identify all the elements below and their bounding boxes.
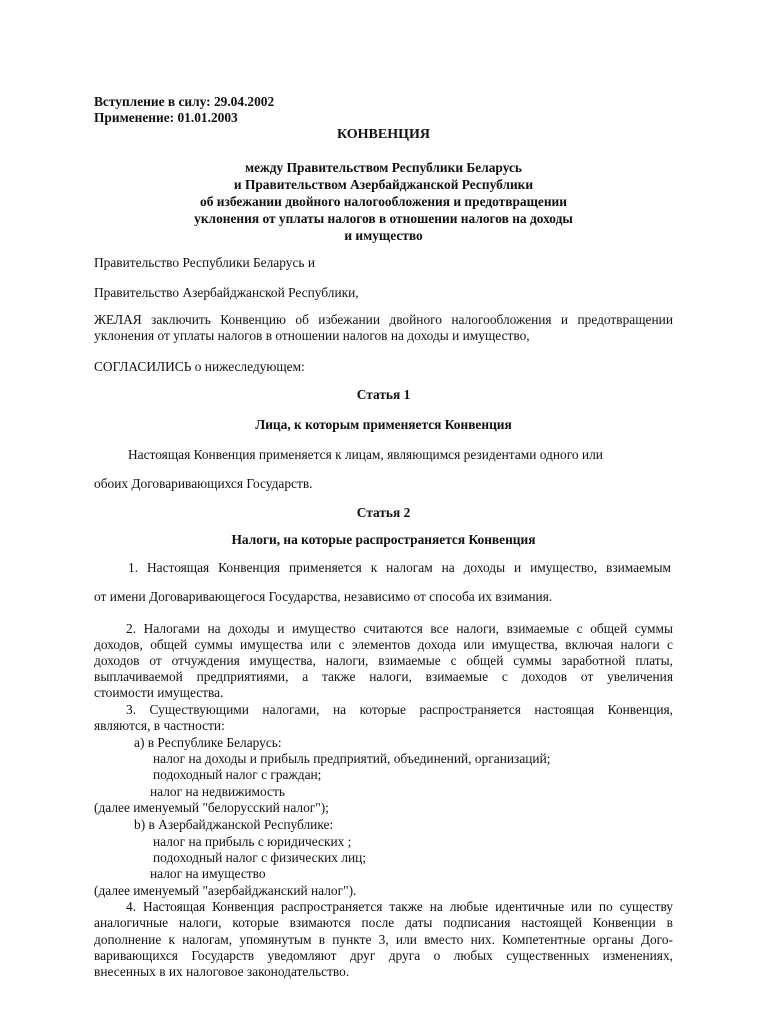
article-2-p4-line-4: варивающихся Государств уведомляют друг друга о любых существенных изменениях,: [94, 948, 673, 963]
preamble-agreed: СОГЛАСИЛИСЬ о нижеследующем:: [94, 359, 305, 374]
article-2-p1-line-2: от имени Договаривающегося Государства, независимо от способа их взимания.: [94, 589, 553, 604]
title-line-4: уклонения от уплаты налогов в отношении налогов на доходы: [194, 211, 573, 226]
article-2-p2-line-4: выплачиваемой предприятиями, а также налоги, взимаемые с доходов от увеличения: [94, 669, 673, 684]
article-1-text-line-2: обоих Договаривающихся Государств.: [94, 476, 313, 491]
article-2-p3-line-1: 3. Существующими налогами, на которые распространяется настоящая Конвенция,: [126, 702, 673, 717]
article-2-p1-line-1: 1. Настоящая Конвенция применяется к налогам на доходы и имущество, взимаемым: [128, 560, 671, 575]
article-2-p4-line-5: внесенных в их налоговое законодательство.: [94, 964, 350, 979]
title-line-5: и имущество: [344, 228, 423, 243]
azerbaijan-tax-note: (далее именуемый "азербайджанский налог").: [94, 883, 357, 898]
belarus-tax-item: налог на доходы и прибыль предприятий, объединений, организаций;: [153, 751, 551, 766]
article-1-text-line-1: Настоящая Конвенция применяется к лицам, являющимся резидентами одного или: [128, 447, 603, 462]
preamble-desire-line-1: ЖЕЛАЯ заключить Конвенцию об избежании двойного налогообложения и предотвращении: [94, 312, 673, 327]
azerbaijan-tax-item: подоходный налог с физических лиц;: [153, 850, 367, 865]
belarus-tax-note: (далее именуемый "белорусский налог");: [94, 800, 329, 815]
article-2-heading: Статья 2: [356, 505, 411, 520]
effective-date: Вступление в силу: 29.04.2002: [94, 94, 275, 109]
title-line-2: и Правительством Азербайджанской Республики: [233, 177, 534, 192]
preamble-party-2: Правительство Азербайджанской Республики,: [94, 285, 359, 300]
title-line-3: об избежании двойного налогообложения и предотвращении: [200, 194, 567, 209]
belarus-taxes-label: а) в Республике Беларусь:: [134, 735, 282, 750]
article-1-subheading: Лица, к которым применяется Конвенция: [255, 417, 512, 432]
document-title: КОНВЕНЦИЯ: [336, 127, 431, 142]
azerbaijan-tax-item: налог на имущество: [150, 866, 266, 881]
article-2-p3-line-2: являются, в частности:: [94, 718, 225, 733]
azerbaijan-taxes-label: b) в Азербайджанской Республике:: [134, 817, 334, 832]
article-2-p2-line-2: доходов, общей суммы имущества или с элементов дохода или имущества, включая налоги с: [94, 637, 673, 652]
title-line-1: между Правительством Республики Беларусь: [244, 160, 523, 175]
article-2-p4-line-3: дополнение к налогам, упомянутым в пункте 3, или вместо них. Компетентные органы Дого-: [94, 932, 673, 947]
preamble-desire-line-2: уклонения от уплаты налогов в отношении налогов на доходы и имущество,: [94, 328, 530, 343]
article-2-subheading: Налоги, на которые распространяется Конвенция: [231, 532, 536, 547]
article-2-p4-line-2: аналогичные налоги, которые взимаются после даты подписания настоящей Конвенции в: [94, 915, 673, 930]
article-2-p2-line-1: 2. Налогами на доходы и имущество считаются все налоги, взимаемые с общей суммы: [126, 621, 673, 636]
article-2-p2-line-5: стоимости имущества.: [94, 685, 224, 700]
application-date: Применение: 01.01.2003: [94, 110, 238, 125]
article-2-p2-line-3: доходов от отчуждения имущества, налоги, взимаемые с общей суммы заработной платы,: [94, 653, 673, 668]
belarus-tax-item: налог на недвижимость: [150, 784, 285, 799]
belarus-tax-item: подоходный налог с граждан;: [153, 767, 322, 782]
azerbaijan-tax-item: налог на прибыль с юридических ;: [153, 834, 352, 849]
article-2-p4-line-1: 4. Настоящая Конвенция распространяется также на любые идентичные или по существу: [126, 899, 673, 914]
article-1-heading: Статья 1: [356, 387, 411, 402]
preamble-party-1: Правительство Республики Беларусь и: [94, 255, 316, 270]
